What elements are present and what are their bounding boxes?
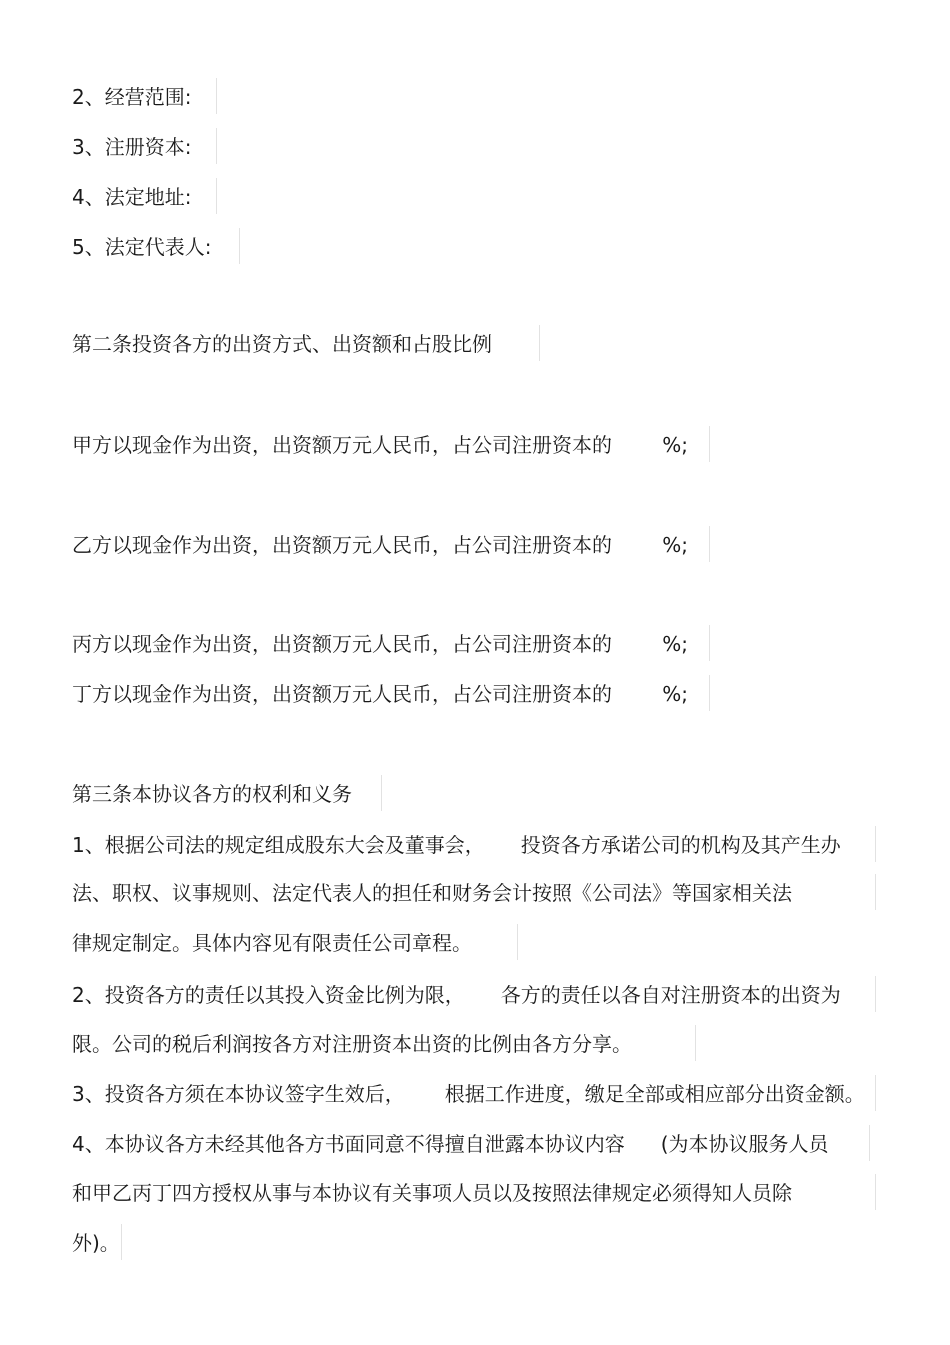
item-2-line-1-a: 2、投资各方的责任以其投入资金比例为限， — [72, 983, 465, 1007]
item-1-line-1 — [72, 832, 876, 858]
item-1-line-2: 法、职权、议事规则、法定代表人的担任和财务会计按照《公司法》等国家相关法 — [72, 880, 876, 906]
party-d-text: 丁方以现金作为出资，出资额万元人民币，占公司注册资本的 — [72, 682, 612, 706]
item-2-line-1-b: 各方的责任以各自对注册资本的出资为 — [500, 983, 841, 1007]
party-a-text: 甲方以现金作为出资，出资额万元人民币，占公司注册资本的 — [72, 433, 612, 457]
item-3-line-1-a: 3、投资各方须在本协议签字生效后， — [72, 1082, 405, 1106]
item-4-line-1-b: (为本协议服务人员 — [660, 1132, 829, 1156]
party-c-text: 丙方以现金作为出资，出资额万元人民币，占公司注册资本的 — [72, 632, 612, 656]
party-c-contribution — [72, 631, 710, 657]
legal-representative-line: 5、法定代表人: — [72, 234, 240, 260]
party-a-percent: %; — [662, 433, 688, 457]
article-2-title: 第二条投资各方的出资方式、出资额和占股比例 — [72, 331, 540, 357]
item-3-line-1 — [72, 1081, 876, 1107]
party-b-contribution — [72, 532, 710, 558]
registered-capital-line: 3、注册资本: — [72, 134, 217, 160]
item-1-line-3: 律规定制定。具体内容见有限责任公司章程。 — [72, 930, 518, 956]
item-4-line-2: 和甲乙丙丁四方授权从事与本协议有关事项人员以及按照法律规定必须得知人员除 — [72, 1180, 876, 1206]
party-b-text: 乙方以现金作为出资，出资额万元人民币，占公司注册资本的 — [72, 533, 612, 557]
party-b-percent: %; — [662, 533, 688, 557]
item-3-line-1-b: 根据工作进度，缴足全部或相应部分出资金额。 — [444, 1082, 865, 1106]
item-1-line-1-a: 1、根据公司法的规定组成股东大会及董事会， — [72, 833, 485, 857]
legal-address-line: 4、法定地址: — [72, 184, 217, 210]
item-2-line-2: 限。公司的税后利润按各方对注册资本出资的比例由各方分享。 — [72, 1031, 696, 1057]
item-1-line-1-b: 投资各方承诺公司的机构及其产生办 — [520, 833, 841, 857]
item-4-line-1 — [72, 1131, 870, 1157]
item-4-line-3: 外)。 — [72, 1230, 122, 1256]
business-scope-line: 2、经营范围: — [72, 84, 217, 110]
item-2-line-1 — [72, 982, 876, 1008]
party-d-contribution — [72, 681, 710, 707]
item-4-line-1-a: 4、本协议各方未经其他各方书面同意不得擅自泄露本协议内容 — [72, 1132, 625, 1156]
article-3-title: 第三条本协议各方的权利和义务 — [72, 781, 382, 807]
party-c-percent: %; — [662, 632, 688, 656]
party-d-percent: %; — [662, 682, 688, 706]
party-a-contribution — [72, 432, 710, 458]
